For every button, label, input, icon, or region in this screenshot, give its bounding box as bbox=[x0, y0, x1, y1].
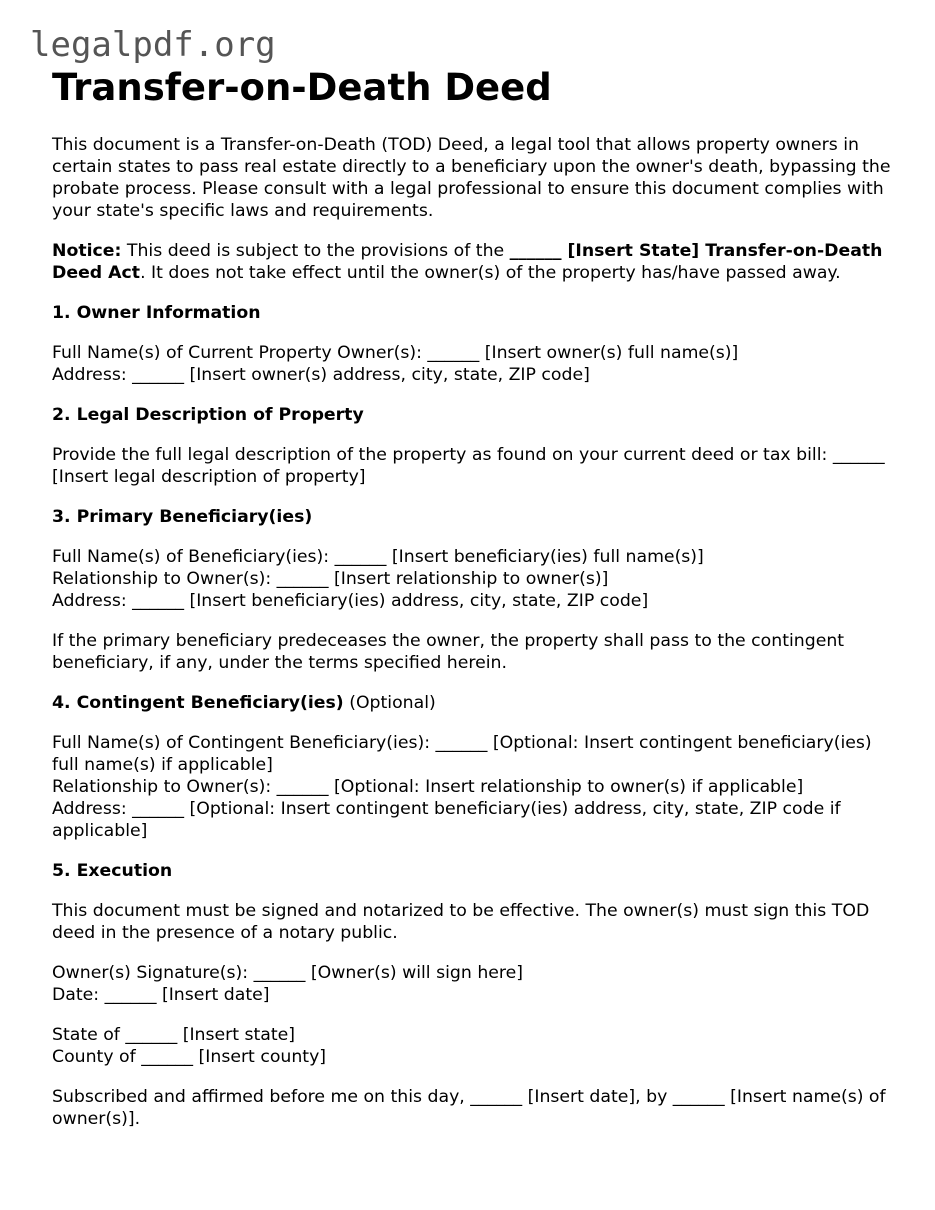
contingent-beneficiary-block bbox=[52, 732, 892, 842]
section-heading-contingent bbox=[52, 692, 892, 714]
execution-text: This document must be signed and notarized to be effective. The owner(s) must sign this TOD deed in the presence of a notary public. bbox=[52, 901, 870, 943]
contingent-heading-note: (Optional) bbox=[343, 693, 436, 713]
legal-description-text: Provide the full legal description of the property as found on your current deed or tax bill: ______ [Insert legal description of property] bbox=[52, 445, 885, 487]
section-heading-primary: 3. Primary Beneficiary(ies) bbox=[52, 507, 313, 527]
primary-relationship-line: Relationship to Owner(s): ______ [Insert relationship to owner(s)] bbox=[52, 569, 609, 589]
notice-text-before: This deed is subject to the provisions of the bbox=[121, 241, 510, 261]
contingent-name-line: Full Name(s) of Contingent Beneficiary(ies): ______ [Optional: Insert contingent beneficiary(ies) full name(s) if applicable] bbox=[52, 733, 872, 775]
date-line: Date: ______ [Insert date] bbox=[52, 985, 270, 1005]
primary-address-line: Address: ______ [Insert beneficiary(ies) address, city, state, ZIP code] bbox=[52, 591, 649, 611]
notice-paragraph bbox=[52, 240, 892, 284]
owner-name-line: Full Name(s) of Current Property Owner(s): ______ [Insert owner(s) full name(s)] bbox=[52, 343, 739, 363]
contingent-relationship-line: Relationship to Owner(s): ______ [Optional: Insert relationship to owner(s) if applicable] bbox=[52, 777, 804, 797]
document-body bbox=[52, 64, 892, 1130]
section-heading-execution: 5. Execution bbox=[52, 861, 173, 881]
owner-address-line: Address: ______ [Insert owner(s) address, city, state, ZIP code] bbox=[52, 365, 590, 385]
notice-text-after: . It does not take effect until the owner(s) of the property has/have passed away. bbox=[140, 263, 841, 283]
section-heading-legal: 2. Legal Description of Property bbox=[52, 405, 364, 425]
state-line: State of ______ [Insert state] bbox=[52, 1025, 296, 1045]
affirmation-text: Subscribed and affirmed before me on this day, ______ [Insert date], by ______ [Insert name(s) of owner(s)]. bbox=[52, 1087, 886, 1129]
notary-venue-block bbox=[52, 1024, 892, 1068]
intro-paragraph: This document is a Transfer-on-Death (TOD) Deed, a legal tool that allows property owners in certain states to pass real estate directly to a beneficiary upon the owner's death, bypassing the probate process. Please consult with a legal professional to ensure this document complies with your state's specific laws and requirements. bbox=[52, 135, 891, 221]
notice-act-name: ______ [Insert State] Transfer-on-Death Deed Act bbox=[52, 241, 883, 283]
contingent-address-line: Address: ______ [Optional: Insert contingent beneficiary(ies) address, city, state, ZIP code if applicable] bbox=[52, 799, 841, 841]
owner-info-block bbox=[52, 342, 892, 386]
primary-name-line: Full Name(s) of Beneficiary(ies): ______ [Insert beneficiary(ies) full name(s)] bbox=[52, 547, 704, 567]
watermark: legalpdf.org bbox=[30, 25, 276, 65]
signature-block bbox=[52, 962, 892, 1006]
signature-line: Owner(s) Signature(s): ______ [Owner(s) will sign here] bbox=[52, 963, 523, 983]
county-line: County of ______ [Insert county] bbox=[52, 1047, 327, 1067]
page-title: Transfer-on-Death Deed bbox=[52, 66, 552, 109]
primary-note: If the primary beneficiary predeceases the owner, the property shall pass to the contingent beneficiary, if any, under the terms specified herein. bbox=[52, 631, 845, 673]
section-heading-owner: 1. Owner Information bbox=[52, 303, 261, 323]
contingent-heading-text: 4. Contingent Beneficiary(ies) bbox=[52, 693, 344, 713]
notice-label: Notice: bbox=[52, 241, 122, 261]
primary-beneficiary-block bbox=[52, 546, 892, 612]
